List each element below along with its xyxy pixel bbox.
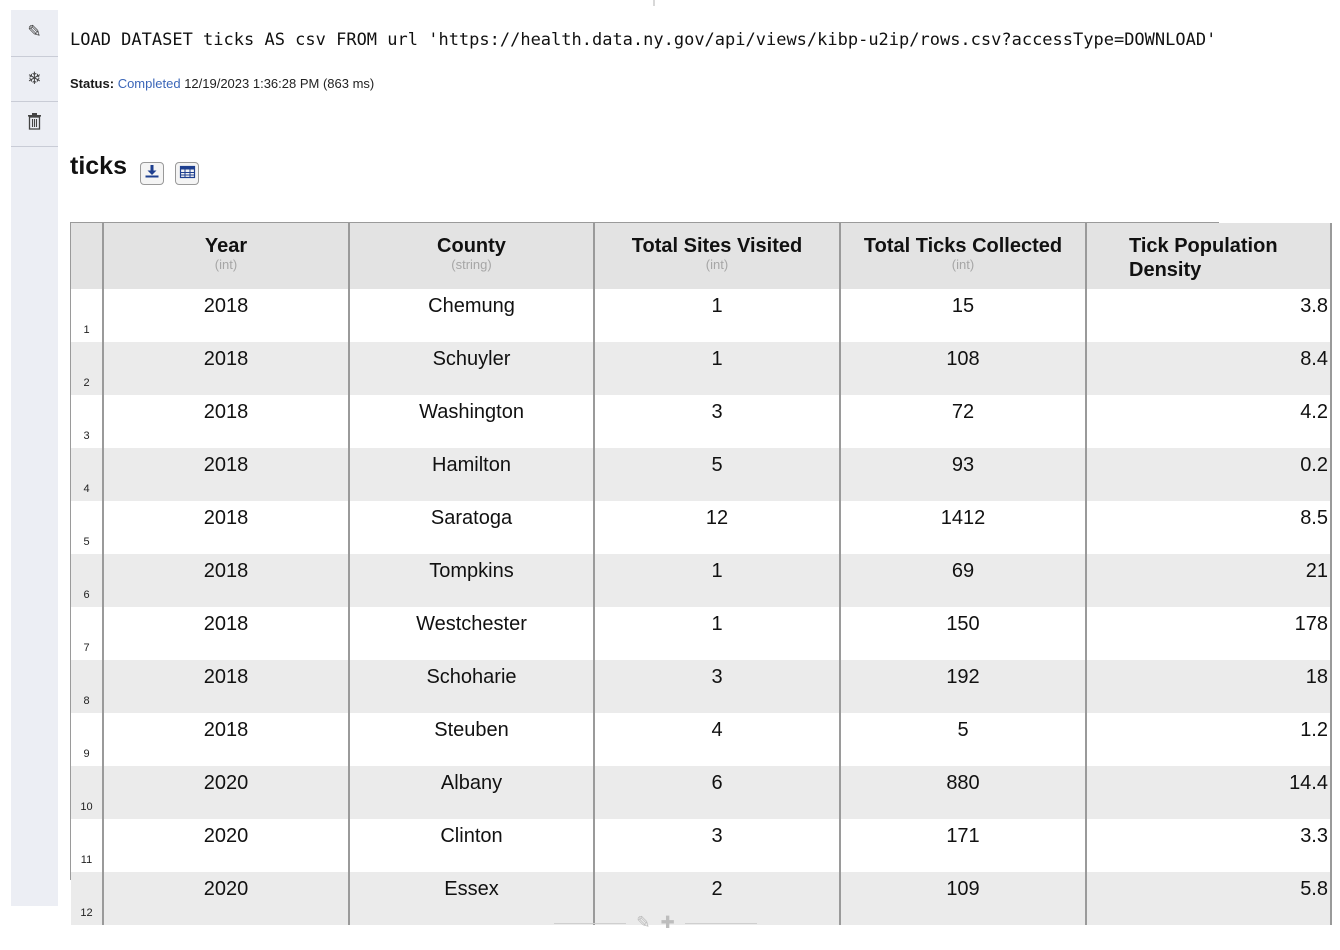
top-divider-tick — [653, 0, 655, 6]
cell-year[interactable]: 2018 — [103, 660, 349, 713]
row-number[interactable]: 7 — [71, 607, 103, 660]
cell-total-sites-visited[interactable]: 3 — [594, 819, 840, 872]
cell-year[interactable]: 2020 — [103, 766, 349, 819]
cell-total-sites-visited[interactable]: 1 — [594, 607, 840, 660]
download-icon — [145, 165, 159, 182]
cell-total-ticks-collected[interactable]: 150 — [840, 607, 1086, 660]
cell-county[interactable]: Chemung — [349, 289, 594, 342]
table-row — [71, 766, 1331, 819]
gutter-divider — [11, 146, 58, 147]
cell-total-sites-visited[interactable]: 12 — [594, 501, 840, 554]
table-icon — [180, 166, 195, 182]
edit-icon[interactable]: ✎ — [636, 913, 651, 933]
cell-year[interactable]: 2018 — [103, 395, 349, 448]
cell-tick-population-density[interactable]: 1.2 — [1086, 713, 1331, 766]
column-header-total-ticks-collected[interactable] — [840, 223, 1086, 289]
row-number[interactable]: 10 — [71, 766, 103, 819]
cell-year[interactable]: 2018 — [103, 501, 349, 554]
table-row — [71, 501, 1331, 554]
cell-total-sites-visited[interactable]: 2 — [594, 872, 840, 925]
cell-county[interactable]: Albany — [349, 766, 594, 819]
insert-bar-line — [554, 923, 626, 924]
edit-cell-button[interactable] — [11, 10, 58, 53]
cell-total-sites-visited[interactable]: 1 — [594, 289, 840, 342]
table-row — [71, 713, 1331, 766]
cell-total-ticks-collected[interactable]: 171 — [840, 819, 1086, 872]
cell-county[interactable]: Essex — [349, 872, 594, 925]
download-dataset-button[interactable] — [140, 162, 164, 185]
trash-icon — [27, 113, 42, 135]
table-row — [71, 819, 1331, 872]
cell-total-ticks-collected[interactable]: 72 — [840, 395, 1086, 448]
table-row — [71, 448, 1331, 501]
cell-total-ticks-collected[interactable]: 69 — [840, 554, 1086, 607]
cell-tick-population-density[interactable]: 14.4 — [1086, 766, 1331, 819]
status-timestamp: 12/19/2023 1:36:28 PM (863 ms) — [184, 76, 375, 91]
cell-total-ticks-collected[interactable]: 192 — [840, 660, 1086, 713]
dataset-table — [71, 223, 1332, 925]
cell-county[interactable]: Schuyler — [349, 342, 594, 395]
snowflake-icon: ❄ — [27, 68, 42, 89]
column-type: (int) — [951, 257, 975, 272]
table-body — [71, 289, 1331, 925]
cell-total-sites-visited[interactable]: 5 — [594, 448, 840, 501]
table-row — [71, 289, 1331, 342]
cell-total-ticks-collected[interactable]: 15 — [840, 289, 1086, 342]
row-number[interactable]: 5 — [71, 501, 103, 554]
cell-county[interactable]: Clinton — [349, 819, 594, 872]
cell-total-sites-visited[interactable]: 1 — [594, 342, 840, 395]
delete-cell-button[interactable] — [11, 102, 58, 145]
row-number-header — [71, 223, 103, 289]
row-number[interactable]: 4 — [71, 448, 103, 501]
cell-county[interactable]: Steuben — [349, 713, 594, 766]
column-header-tick-population-density[interactable] — [1086, 223, 1331, 289]
column-header-year[interactable] — [103, 223, 349, 289]
row-number[interactable]: 6 — [71, 554, 103, 607]
cell-gutter — [11, 10, 58, 906]
row-number[interactable]: 8 — [71, 660, 103, 713]
row-number[interactable]: 2 — [71, 342, 103, 395]
cell-county[interactable]: Schoharie — [349, 660, 594, 713]
cell-county[interactable]: Hamilton — [349, 448, 594, 501]
cell-total-sites-visited[interactable]: 4 — [594, 713, 840, 766]
cell-tick-population-density[interactable]: 18 — [1086, 660, 1331, 713]
command-text[interactable]: LOAD DATASET ticks AS csv FROM url 'https://health.data.ny.gov/api/views/kibp-u2ip/rows.csv?accessType=DOWNLOAD' — [70, 30, 1217, 50]
row-number[interactable]: 11 — [71, 819, 103, 872]
cell-county[interactable]: Saratoga — [349, 501, 594, 554]
cell-county[interactable]: Tompkins — [349, 554, 594, 607]
cell-total-sites-visited[interactable]: 3 — [594, 660, 840, 713]
cell-total-ticks-collected[interactable]: 1412 — [840, 501, 1086, 554]
insert-bar-line — [685, 923, 757, 924]
cell-insert-bar — [548, 914, 763, 932]
cell-county[interactable]: Washington — [349, 395, 594, 448]
status-value: Completed — [117, 76, 181, 91]
cell-year[interactable]: 2018 — [103, 448, 349, 501]
cell-tick-population-density[interactable]: 3.8 — [1086, 289, 1331, 342]
cell-tick-population-density[interactable]: 3.3 — [1086, 819, 1331, 872]
status-line — [70, 76, 374, 91]
cell-county[interactable]: Westchester — [349, 607, 594, 660]
column-name: Total Sites Visited — [631, 235, 803, 257]
row-number[interactable]: 3 — [71, 395, 103, 448]
cell-total-ticks-collected[interactable]: 108 — [840, 342, 1086, 395]
cell-year[interactable]: 2020 — [103, 819, 349, 872]
cell-total-ticks-collected[interactable]: 109 — [840, 872, 1086, 925]
cell-tick-population-density[interactable]: 8.5 — [1086, 501, 1331, 554]
cell-year[interactable]: 2018 — [103, 342, 349, 395]
table-row — [71, 554, 1331, 607]
cell-year[interactable]: 2018 — [103, 607, 349, 660]
cell-tick-population-density[interactable]: 0.2 — [1086, 448, 1331, 501]
cell-tick-population-density[interactable]: 21 — [1086, 554, 1331, 607]
cell-tick-population-density[interactable]: 5.8 — [1086, 872, 1331, 925]
column-name: County — [437, 235, 506, 257]
table-header-row — [71, 223, 1331, 289]
cell-total-ticks-collected[interactable]: 5 — [840, 713, 1086, 766]
row-number[interactable]: 12 — [71, 872, 103, 925]
cell-year[interactable]: 2018 — [103, 289, 349, 342]
column-header-county[interactable] — [349, 223, 594, 289]
cell-total-sites-visited[interactable]: 6 — [594, 766, 840, 819]
cell-total-ticks-collected[interactable]: 93 — [840, 448, 1086, 501]
column-header-total-sites-visited[interactable] — [594, 223, 840, 289]
table-row — [71, 660, 1331, 713]
edit-icon: ✎ — [27, 21, 42, 42]
dataset-table-viewport[interactable] — [70, 222, 1328, 919]
plus-icon[interactable]: ✚ — [660, 913, 675, 933]
table-row — [71, 342, 1331, 395]
cell-year[interactable]: 2020 — [103, 872, 349, 925]
freeze-cell-button[interactable] — [11, 57, 58, 100]
table-row — [71, 395, 1331, 448]
row-number[interactable]: 9 — [71, 713, 103, 766]
cell-year[interactable]: 2018 — [103, 713, 349, 766]
dataset-title: ticks — [70, 152, 127, 180]
column-type: (string) — [451, 257, 492, 272]
cell-total-sites-visited[interactable]: 1 — [594, 554, 840, 607]
cell-total-sites-visited[interactable]: 3 — [594, 395, 840, 448]
status-label: Status: — [70, 76, 115, 91]
cell-year[interactable]: 2018 — [103, 554, 349, 607]
cell-total-ticks-collected[interactable]: 880 — [840, 766, 1086, 819]
column-name: Year — [204, 235, 248, 257]
cell-tick-population-density[interactable]: 4.2 — [1086, 395, 1331, 448]
row-number[interactable]: 1 — [71, 289, 103, 342]
table-row — [71, 607, 1331, 660]
cell-tick-population-density[interactable]: 8.4 — [1086, 342, 1331, 395]
column-type: (int) — [214, 257, 238, 272]
column-type: (int) — [705, 257, 729, 272]
column-name: Tick Population Density — [1129, 235, 1278, 281]
view-table-button[interactable] — [175, 162, 199, 185]
column-name: Total Ticks Collected — [863, 235, 1063, 257]
cell-tick-population-density[interactable]: 178 — [1086, 607, 1331, 660]
